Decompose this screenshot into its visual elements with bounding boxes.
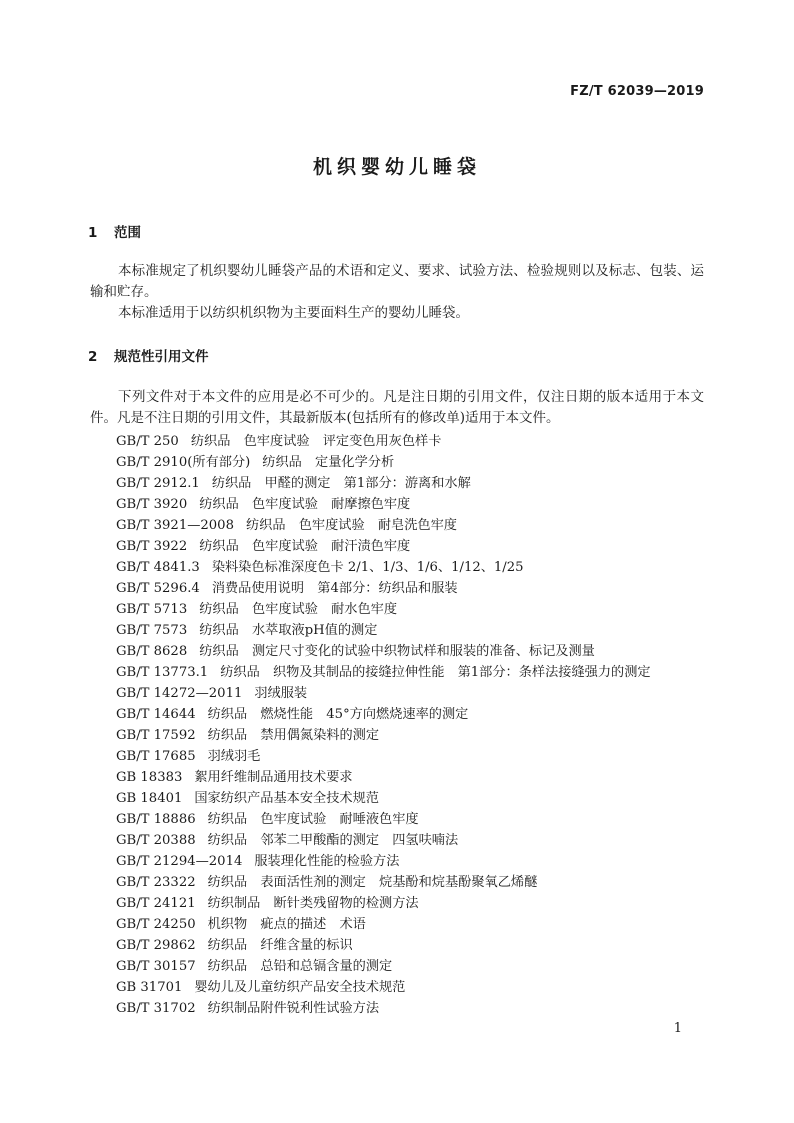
reference-item	[116, 557, 651, 578]
reference-title: 纺织品 色牢度试验 耐水色牢度	[199, 602, 398, 617]
reference-title: 纺织品 色牢度试验 耐汗渍色牢度	[199, 539, 411, 554]
reference-title: 纺织品 表面活性剂的测定 烷基酚和烷基酚聚氧乙烯醚	[207, 875, 538, 890]
reference-item	[116, 767, 651, 788]
reference-title: 纺织品 甲醛的测定 第1部分：游离和水解	[211, 476, 471, 491]
reference-title: 纺织制品附件锐利性试验方法	[207, 1001, 380, 1016]
reference-title: 服装理化性能的检验方法	[254, 854, 400, 869]
reference-item	[116, 788, 651, 809]
document-title: 机织婴幼儿睡袋	[312, 156, 481, 178]
reference-list	[116, 431, 651, 1019]
reference-item	[116, 473, 651, 494]
reference-item	[116, 998, 651, 1019]
reference-code: GB/T 18886	[116, 812, 196, 827]
reference-item	[116, 977, 651, 998]
reference-title: 纺织品 禁用偶氮染料的测定	[207, 728, 380, 743]
reference-item	[116, 515, 651, 536]
reference-item	[116, 725, 651, 746]
reference-code: GB/T 31702	[116, 1001, 196, 1016]
reference-item	[116, 956, 651, 977]
reference-title: 消费品使用说明 第4部分：纺织品和服装	[211, 581, 458, 596]
reference-title: 婴幼儿及儿童纺织产品安全技术规范	[194, 980, 406, 995]
reference-item	[116, 893, 651, 914]
reference-code: GB/T 21294—2014	[116, 854, 243, 869]
reference-code: GB/T 24250	[116, 917, 196, 932]
reference-item	[116, 683, 651, 704]
standard-code: FZ/T 62039—2019	[570, 84, 704, 99]
scope-paragraph-2: 本标准适用于以纺织机织物为主要面料生产的婴幼儿睡袋。	[118, 305, 469, 321]
reference-code: GB 18401	[116, 791, 183, 806]
reference-title: 纺织品 纤维含量的标识	[207, 938, 353, 953]
reference-title: 机织物 疵点的描述 术语	[207, 917, 366, 932]
reference-code: GB/T 250	[116, 434, 179, 449]
reference-code: GB/T 29862	[116, 938, 196, 953]
reference-item	[116, 872, 651, 893]
section-number: 1	[88, 225, 98, 241]
reference-item	[116, 662, 651, 683]
reference-title: 纺织品 总铅和总镉含量的测定	[207, 959, 393, 974]
reference-title: 羽绒羽毛	[207, 749, 261, 764]
reference-item	[116, 578, 651, 599]
reference-item	[116, 809, 651, 830]
scope-paragraph-1: 本标准规定了机织婴幼儿睡袋产品的术语和定义、要求、试验方法、检验规则以及标志、包装、运输和贮存。	[90, 263, 704, 300]
reference-code: GB/T 3921—2008	[116, 518, 234, 533]
references-intro-paragraph: 下列文件对于本文件的应用是必不可少的。凡是注日期的引用文件，仅注日期的版本适用于本文件。凡是不注日期的引用文件，其最新版本(包括所有的修改单)适用于本文件。	[90, 389, 704, 426]
reference-title: 纺织品 水萃取液pH值的测定	[199, 623, 378, 638]
reference-title: 纺织品 色牢度试验 耐唾液色牢度	[207, 812, 419, 827]
reference-item	[116, 599, 651, 620]
reference-code: GB/T 4841.3	[116, 560, 200, 575]
reference-item	[116, 914, 651, 935]
section-heading-scope	[88, 221, 141, 241]
reference-code: GB 31701	[116, 980, 183, 995]
reference-code: GB/T 5713	[116, 602, 188, 617]
section-title: 规范性引用文件	[114, 349, 209, 365]
reference-title: 纺织品 色牢度试验 耐皂洗色牢度	[245, 518, 457, 533]
reference-code: GB/T 14272—2011	[116, 686, 243, 701]
reference-title: 羽绒服装	[254, 686, 308, 701]
section-title: 范围	[114, 225, 141, 241]
reference-title: 纺织品 色牢度试验 评定变色用灰色样卡	[190, 434, 442, 449]
reference-code: GB/T 3922	[116, 539, 188, 554]
reference-code: GB/T 7573	[116, 623, 188, 638]
reference-code: GB/T 17592	[116, 728, 196, 743]
reference-item	[116, 641, 651, 662]
reference-title: 纺织制品 断针类残留物的检测方法	[207, 896, 419, 911]
reference-code: GB/T 2910(所有部分)	[116, 455, 251, 470]
section-heading-normative-references	[88, 345, 209, 365]
reference-item	[116, 536, 651, 557]
reference-item	[116, 851, 651, 872]
reference-code: GB/T 24121	[116, 896, 196, 911]
reference-title: 纺织品 燃烧性能 45°方向燃烧速率的测定	[207, 707, 469, 722]
reference-code: GB/T 17685	[116, 749, 196, 764]
reference-code: GB/T 3920	[116, 497, 188, 512]
reference-code: GB/T 5296.4	[116, 581, 200, 596]
reference-code: GB/T 14644	[116, 707, 196, 722]
reference-item	[116, 704, 651, 725]
reference-title: 纺织品 定量化学分析	[262, 455, 395, 470]
section-number: 2	[88, 349, 98, 365]
page-number: 1	[673, 1021, 682, 1036]
reference-code: GB/T 13773.1	[116, 665, 209, 680]
reference-title: 纺织品 测定尺寸变化的试验中织物试样和服装的准备、标记及测量	[199, 644, 595, 659]
reference-title: 染料染色标准深度色卡 2/1、1/3、1/6、1/12、1/25	[211, 560, 524, 575]
reference-code: GB/T 8628	[116, 644, 188, 659]
reference-item	[116, 431, 651, 452]
reference-title: 纺织品 邻苯二甲酸酯的测定 四氢呋喃法	[207, 833, 459, 848]
reference-item	[116, 830, 651, 851]
reference-item	[116, 746, 651, 767]
reference-code: GB/T 20388	[116, 833, 196, 848]
reference-code: GB 18383	[116, 770, 183, 785]
reference-code: GB/T 23322	[116, 875, 196, 890]
reference-item	[116, 494, 651, 515]
reference-title: 絮用纤维制品通用技术要求	[194, 770, 353, 785]
reference-code: GB/T 2912.1	[116, 476, 200, 491]
reference-title: 国家纺织产品基本安全技术规范	[194, 791, 379, 806]
reference-item	[116, 935, 651, 956]
reference-item	[116, 620, 651, 641]
reference-title: 纺织品 色牢度试验 耐摩擦色牢度	[199, 497, 411, 512]
reference-code: GB/T 30157	[116, 959, 196, 974]
reference-item	[116, 452, 651, 473]
reference-title: 纺织品 织物及其制品的接缝拉伸性能 第1部分：条样法接缝强力的测定	[220, 665, 651, 680]
